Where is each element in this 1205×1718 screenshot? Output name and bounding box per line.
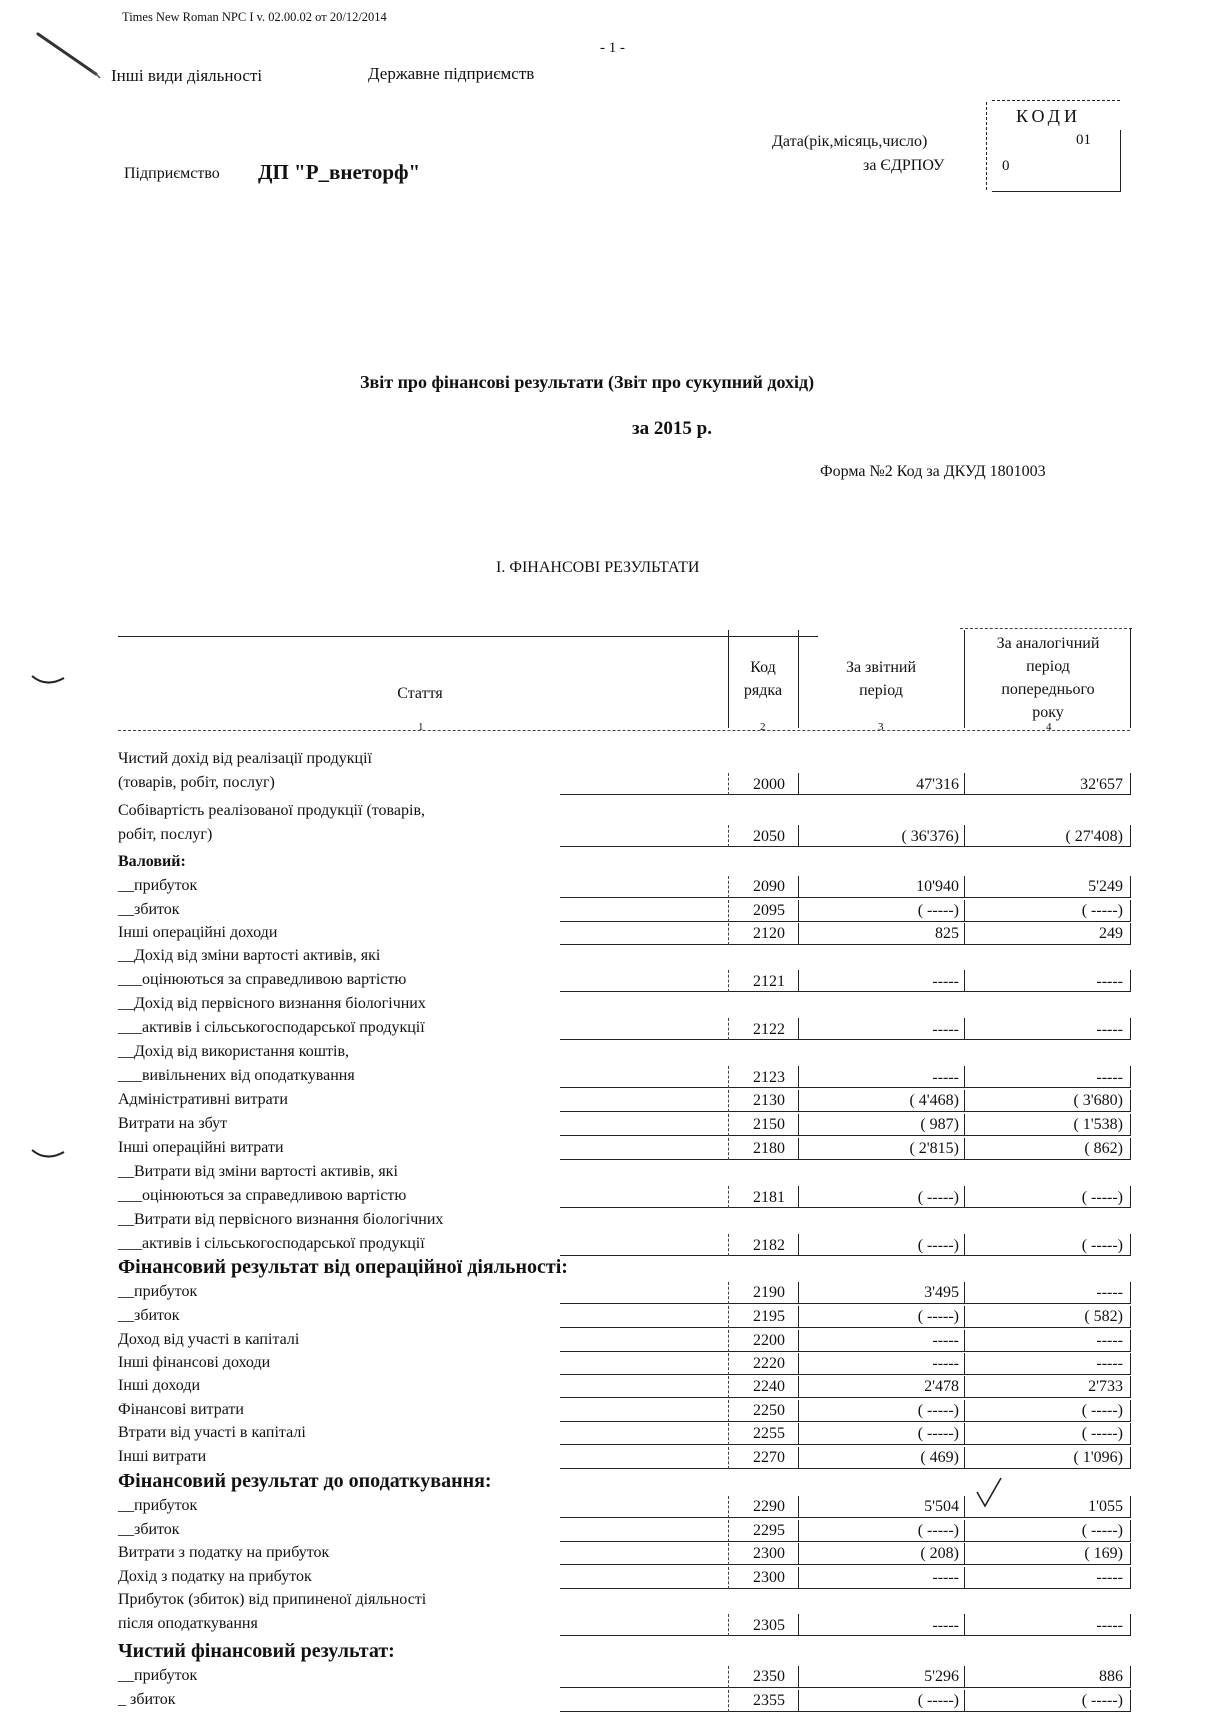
current-period-value: -----: [932, 1069, 959, 1086]
row-code: 2130: [753, 1092, 785, 1109]
row-label: __прибуток: [118, 1497, 198, 1514]
previous-period-value: ( 1'096): [1073, 1449, 1123, 1466]
row-code: 2150: [753, 1116, 785, 1133]
row-label-continued: ___активів і сільськогосподарської продукції: [118, 1019, 425, 1036]
column-number: 1: [418, 721, 424, 733]
ownership-type: Державне підприємств: [368, 64, 535, 83]
row-label-continued: ___оцінюються за справедливою вартістю: [118, 971, 407, 988]
previous-period-value: 5'249: [1088, 878, 1123, 895]
row-label: Валовий:: [118, 853, 186, 870]
current-period-value: ( 36'376): [901, 828, 959, 845]
row-label-continued: (товарів, робіт, послуг): [118, 774, 275, 791]
table-row: [0, 1470, 1205, 1494]
row-code: 2300: [753, 1545, 785, 1562]
codes-edrpou-value: 0: [1002, 158, 1010, 174]
header-code-1: Код: [750, 659, 776, 676]
table-row: [0, 1328, 1205, 1352]
row-label: __прибуток: [118, 1667, 198, 1684]
row-code: 2240: [753, 1378, 785, 1395]
row-label: Інші доходи: [118, 1377, 201, 1394]
previous-period-value: ( 582): [1084, 1308, 1123, 1325]
row-code: 2180: [753, 1140, 785, 1157]
table-row: [0, 1374, 1205, 1398]
previous-period-value: ( 1'538): [1073, 1116, 1123, 1133]
current-period-value: ( -----): [917, 1189, 959, 1206]
row-code: 2350: [753, 1668, 785, 1685]
row-code: 2122: [753, 1021, 785, 1038]
row-code: 2295: [753, 1522, 785, 1539]
current-period-value: ( 987): [920, 1116, 959, 1133]
previous-period-value: ( -----): [1081, 902, 1123, 919]
previous-period-value: -----: [1096, 1569, 1123, 1586]
column-number: 3: [878, 721, 884, 733]
table-row: [0, 1112, 1205, 1136]
row-label: __прибуток: [118, 1283, 198, 1300]
table-row: [0, 1398, 1205, 1422]
table-row: [0, 1421, 1205, 1445]
table-row: [0, 1136, 1205, 1160]
table-row: [0, 1040, 1205, 1088]
table-row: [0, 898, 1205, 922]
header-previous-2: період: [1026, 658, 1070, 675]
table-row: [0, 1640, 1205, 1664]
previous-period-value: -----: [1096, 1355, 1123, 1372]
row-label: Інші витрати: [118, 1448, 207, 1465]
row-label: _ збиток: [118, 1691, 176, 1708]
punch-mark: [30, 672, 70, 690]
row-code: 2182: [753, 1237, 785, 1254]
enterprise-label: Підприємство: [124, 165, 220, 182]
previous-period-value: -----: [1096, 1617, 1123, 1634]
activity-type: Інші види діяльності: [111, 66, 263, 85]
table-row: [0, 1588, 1205, 1636]
previous-period-value: -----: [1096, 973, 1123, 990]
header-previous-3: попереднього: [1001, 681, 1095, 698]
current-period-value: -----: [932, 973, 959, 990]
row-label-continued: ___активів і сільськогосподарської продукції: [118, 1235, 425, 1252]
previous-period-value: ( -----): [1081, 1189, 1123, 1206]
header-current-2: період: [859, 682, 903, 699]
previous-period-value: ( -----): [1081, 1692, 1123, 1709]
pen-stroke-mark: [34, 30, 102, 82]
page-number: - 1 -: [600, 40, 625, 56]
form-code: Форма №2 Код за ДКУД 1801003: [820, 463, 1046, 480]
row-label: Втрати від участі в капіталі: [118, 1424, 306, 1441]
section-title: І. ФІНАНСОВІ РЕЗУЛЬТАТИ: [496, 559, 700, 576]
current-period-value: ( -----): [917, 902, 959, 919]
codes-date-value: 01: [1076, 132, 1091, 148]
current-period-value: 2'478: [924, 1378, 959, 1395]
header-current-1: За звітний: [845, 659, 917, 676]
current-period-value: ( 469): [920, 1449, 959, 1466]
current-period-value: ( 4'468): [909, 1092, 959, 1109]
previous-period-value: 1'055: [1088, 1498, 1123, 1515]
column-number: 4: [1046, 721, 1052, 733]
table-row: [0, 921, 1205, 945]
table-row: [0, 1088, 1205, 1112]
previous-period-value: 249: [1099, 925, 1123, 942]
row-label-continued: ___оцінюються за справедливою вартістю: [118, 1187, 407, 1204]
row-label: Інші фінансові доходи: [118, 1354, 271, 1371]
table-row: [0, 1351, 1205, 1375]
report-period: за 2015 р.: [632, 418, 712, 439]
previous-period-value: 2'733: [1088, 1378, 1123, 1395]
current-period-value: ( -----): [917, 1402, 959, 1419]
current-period-value: 825: [935, 925, 959, 942]
row-label-continued: ___вивільнених від оподаткування: [118, 1067, 355, 1084]
row-code: 2355: [753, 1692, 785, 1709]
table-row: [0, 1518, 1205, 1542]
row-code: 2290: [753, 1498, 785, 1515]
table-row: [0, 1160, 1205, 1208]
table-row: [0, 1664, 1205, 1688]
row-code: 2305: [753, 1617, 785, 1634]
header-font-note: Times New Roman NPC I v. 02.00.02 от 20/12/2014: [122, 10, 387, 24]
previous-period-value: -----: [1096, 1021, 1123, 1038]
current-period-value: ( -----): [917, 1308, 959, 1325]
header-code-2: рядка: [743, 682, 783, 699]
table-row: [0, 992, 1205, 1040]
previous-period-value: -----: [1096, 1069, 1123, 1086]
row-code: 2220: [753, 1355, 785, 1372]
table-row: [0, 1256, 1205, 1280]
row-code: 2250: [753, 1402, 785, 1419]
current-period-value: 5'504: [924, 1498, 959, 1515]
codes-title: КОДИ: [1016, 106, 1081, 126]
row-label: __збиток: [118, 1307, 180, 1324]
current-period-value: -----: [932, 1355, 959, 1372]
table-row: [0, 1541, 1205, 1565]
row-label: Адміністративні витрати: [118, 1091, 288, 1108]
previous-period-value: 886: [1099, 1668, 1123, 1685]
row-label: Фінансові витрати: [118, 1401, 244, 1418]
row-label: Витрати з податку на прибуток: [118, 1544, 330, 1561]
row-label: Витрати на збут: [118, 1115, 228, 1132]
previous-period-value: ( 169): [1084, 1545, 1123, 1562]
table-row: [0, 1445, 1205, 1469]
row-label: Інші операційні витрати: [118, 1139, 284, 1156]
current-period-value: 5'296: [924, 1668, 959, 1685]
row-label-continued: після оподаткування: [118, 1615, 258, 1632]
row-label: Собівартість реалізованої продукції (товарів,: [118, 802, 425, 819]
previous-period-value: ( 3'680): [1073, 1092, 1123, 1109]
previous-period-value: -----: [1096, 1332, 1123, 1349]
previous-period-value: -----: [1096, 1284, 1123, 1301]
header-previous-4: року: [1032, 704, 1064, 721]
table-row: [0, 944, 1205, 992]
row-code: 2121: [753, 973, 785, 990]
row-code: 2190: [753, 1284, 785, 1301]
table-row: [0, 799, 1205, 847]
table-row: [0, 1280, 1205, 1304]
table-row: [0, 1494, 1205, 1518]
row-label: __Дохід від зміни вартості активів, які: [118, 947, 381, 964]
codes-box: [986, 100, 1122, 192]
row-label: Фінансовий результат від операційної діяльності:: [118, 1256, 568, 1278]
checkmark-icon: [974, 1476, 1004, 1510]
current-period-value: ( -----): [917, 1237, 959, 1254]
row-code: 2090: [753, 878, 785, 895]
current-period-value: ( 2'815): [909, 1140, 959, 1157]
enterprise-name: ДП "Р_внеторф": [258, 160, 421, 184]
table-row: [0, 747, 1205, 795]
table-row: [0, 1304, 1205, 1328]
row-label: __Витрати від зміни вартості активів, які: [118, 1163, 398, 1180]
row-label: Прибуток (збиток) від припиненої діяльності: [118, 1591, 427, 1608]
table-row: [0, 1208, 1205, 1256]
row-code: 2181: [753, 1189, 785, 1206]
previous-period-value: ( -----): [1081, 1402, 1123, 1419]
previous-period-value: ( 862): [1084, 1140, 1123, 1157]
row-label: __збиток: [118, 901, 180, 918]
row-label: Доход від участі в капіталі: [118, 1331, 300, 1348]
row-label: Дохід з податку на прибуток: [118, 1568, 312, 1585]
edrpou-label: за ЄДРПОУ: [863, 157, 945, 174]
current-period-value: 10'940: [916, 878, 959, 895]
current-period-value: -----: [932, 1332, 959, 1349]
row-code: 2123: [753, 1069, 785, 1086]
current-period-value: ( 208): [920, 1545, 959, 1562]
row-code: 2270: [753, 1449, 785, 1466]
row-label-continued: робіт, послуг): [118, 826, 213, 843]
row-label: __Дохід від первісного визнання біологічних: [118, 995, 426, 1012]
row-code: 2050: [753, 828, 785, 845]
current-period-value: 47'316: [916, 776, 959, 793]
row-code: 2200: [753, 1332, 785, 1349]
current-period-value: 3'495: [924, 1284, 959, 1301]
row-code: 2095: [753, 902, 785, 919]
row-code: 2255: [753, 1425, 785, 1442]
row-label: Чистий фінансовий результат:: [118, 1640, 395, 1662]
row-code: 2300: [753, 1569, 785, 1586]
table-row: [0, 850, 1205, 874]
row-code: 2195: [753, 1308, 785, 1325]
row-label: __Витрати від первісного визнання біологічних: [118, 1211, 444, 1228]
current-period-value: ( -----): [917, 1522, 959, 1539]
column-number: 2: [760, 721, 766, 733]
header-article: Стаття: [397, 685, 443, 702]
previous-period-value: ( 27'408): [1065, 828, 1123, 845]
current-period-value: -----: [932, 1021, 959, 1038]
table-row: [0, 1565, 1205, 1589]
table-row: [0, 874, 1205, 898]
current-period-value: ( -----): [917, 1692, 959, 1709]
row-label: Чистий дохід від реалізації продукції: [118, 750, 372, 767]
current-period-value: ( -----): [917, 1425, 959, 1442]
report-title: Звіт про фінансові результати (Звіт про сукупний дохід): [360, 372, 815, 392]
current-period-value: -----: [932, 1569, 959, 1586]
current-period-value: -----: [932, 1617, 959, 1634]
previous-period-value: 32'657: [1080, 776, 1123, 793]
row-code: 2120: [753, 925, 785, 942]
row-code: 2000: [753, 776, 785, 793]
previous-period-value: ( -----): [1081, 1522, 1123, 1539]
header-previous-1: За аналогічний: [996, 635, 1100, 652]
table-row: [0, 1688, 1205, 1712]
row-label: __прибуток: [118, 877, 198, 894]
row-label: __збиток: [118, 1521, 180, 1538]
previous-period-value: ( -----): [1081, 1237, 1123, 1254]
date-label: Дата(рік,місяць,число): [772, 133, 928, 150]
previous-period-value: ( -----): [1081, 1425, 1123, 1442]
row-label: __Дохід від використання коштів,: [118, 1043, 350, 1060]
row-label: Інші операційні доходи: [118, 924, 278, 941]
row-label: Фінансовий результат до оподаткування:: [118, 1470, 492, 1492]
